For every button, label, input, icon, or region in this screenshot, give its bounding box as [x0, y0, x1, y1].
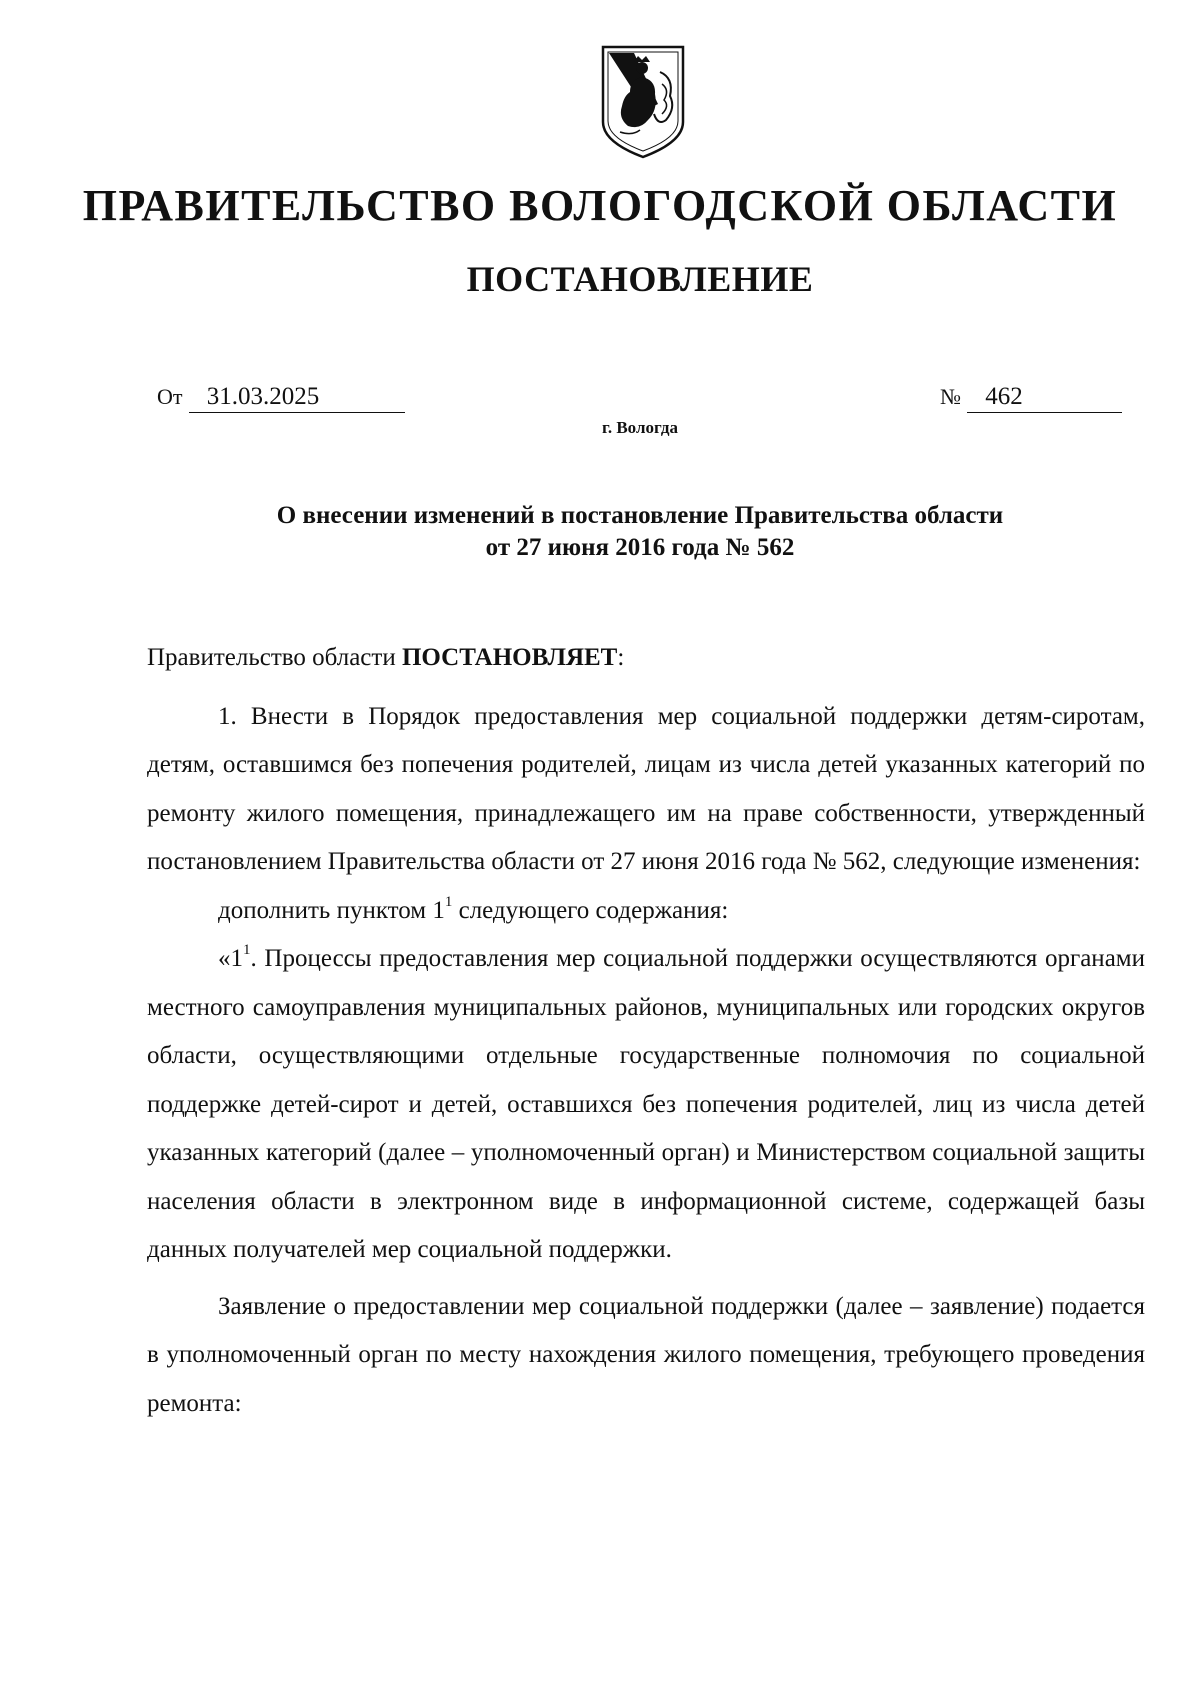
- organization-title: ПРАВИТЕЛЬСТВО ВОЛОГОДСКОЙ ОБЛАСТИ: [82, 181, 1118, 230]
- p3-superscript: 1: [243, 942, 251, 958]
- decree-colon: :: [617, 644, 625, 671]
- paragraph-4: Заявление о предоставлении мер социальной поддержки (далее – заявление) подается в уполномоченный орган по месту нахождения жилого помещения, требующего проведения ремонта:: [147, 1292, 1145, 1417]
- p3-after: . Процессы предоставления мер социальной поддержки осуществляются органами местного самоуправления муниципальных районов, муниципальных или городских округов области, осуществляющими отдельные государственные полномочия по социальной поддержке детей-сирот и детей, оставшихся без попечения родителей, лиц из числа детей указанных категорий (далее – уполномоченный орган) и Министерством социальной защиты населения области в электронном виде в информационной системе, содержащей базы данных получателей мер социальной поддержки.: [147, 945, 1145, 1263]
- subject-line-1: О внесении изменений в постановление Правительства области: [276, 502, 1004, 529]
- subject-line-2: от 27 июня 2016 года № 562: [485, 534, 795, 561]
- coat-of-arms-icon: [600, 44, 686, 160]
- number-label: №: [940, 384, 961, 409]
- paragraph-1: 1. Внести в Порядок предоставления мер социальной поддержки детям-сиротам, детям, оставшимся без попечения родителей, лицам из числа детей указанных категорий по ремонту жилого помещения, принадлежащего им на праве собственности, утвержденный постановлением Правительства области от 27 июня 2016 года № 562, следующие изменения:: [147, 702, 1145, 875]
- document-type: ПОСТАНОВЛЕНИЕ: [466, 259, 814, 299]
- p3-before: «1: [218, 945, 243, 972]
- decree-intro: Правительство области: [147, 644, 402, 671]
- decree-word: ПОСТАНОВЛЯЕТ: [401, 644, 618, 671]
- document-subject: [100, 500, 1180, 564]
- decree-statement: [147, 634, 1145, 683]
- p2-before: дополнить пунктом 1: [218, 896, 445, 924]
- p2-after: следующего содержания:: [452, 896, 729, 924]
- number-field: [940, 382, 1122, 413]
- p2-superscript: 1: [444, 893, 453, 910]
- paragraph-3: [147, 935, 1145, 1275]
- document-date: 31.03.2025: [189, 382, 405, 413]
- city: г. Вологда: [602, 418, 678, 437]
- document-body: [147, 634, 1145, 1428]
- document-number: 462: [967, 382, 1122, 413]
- paragraph-2: [147, 887, 1145, 936]
- date-label: От: [157, 384, 183, 409]
- date-field: [157, 382, 405, 413]
